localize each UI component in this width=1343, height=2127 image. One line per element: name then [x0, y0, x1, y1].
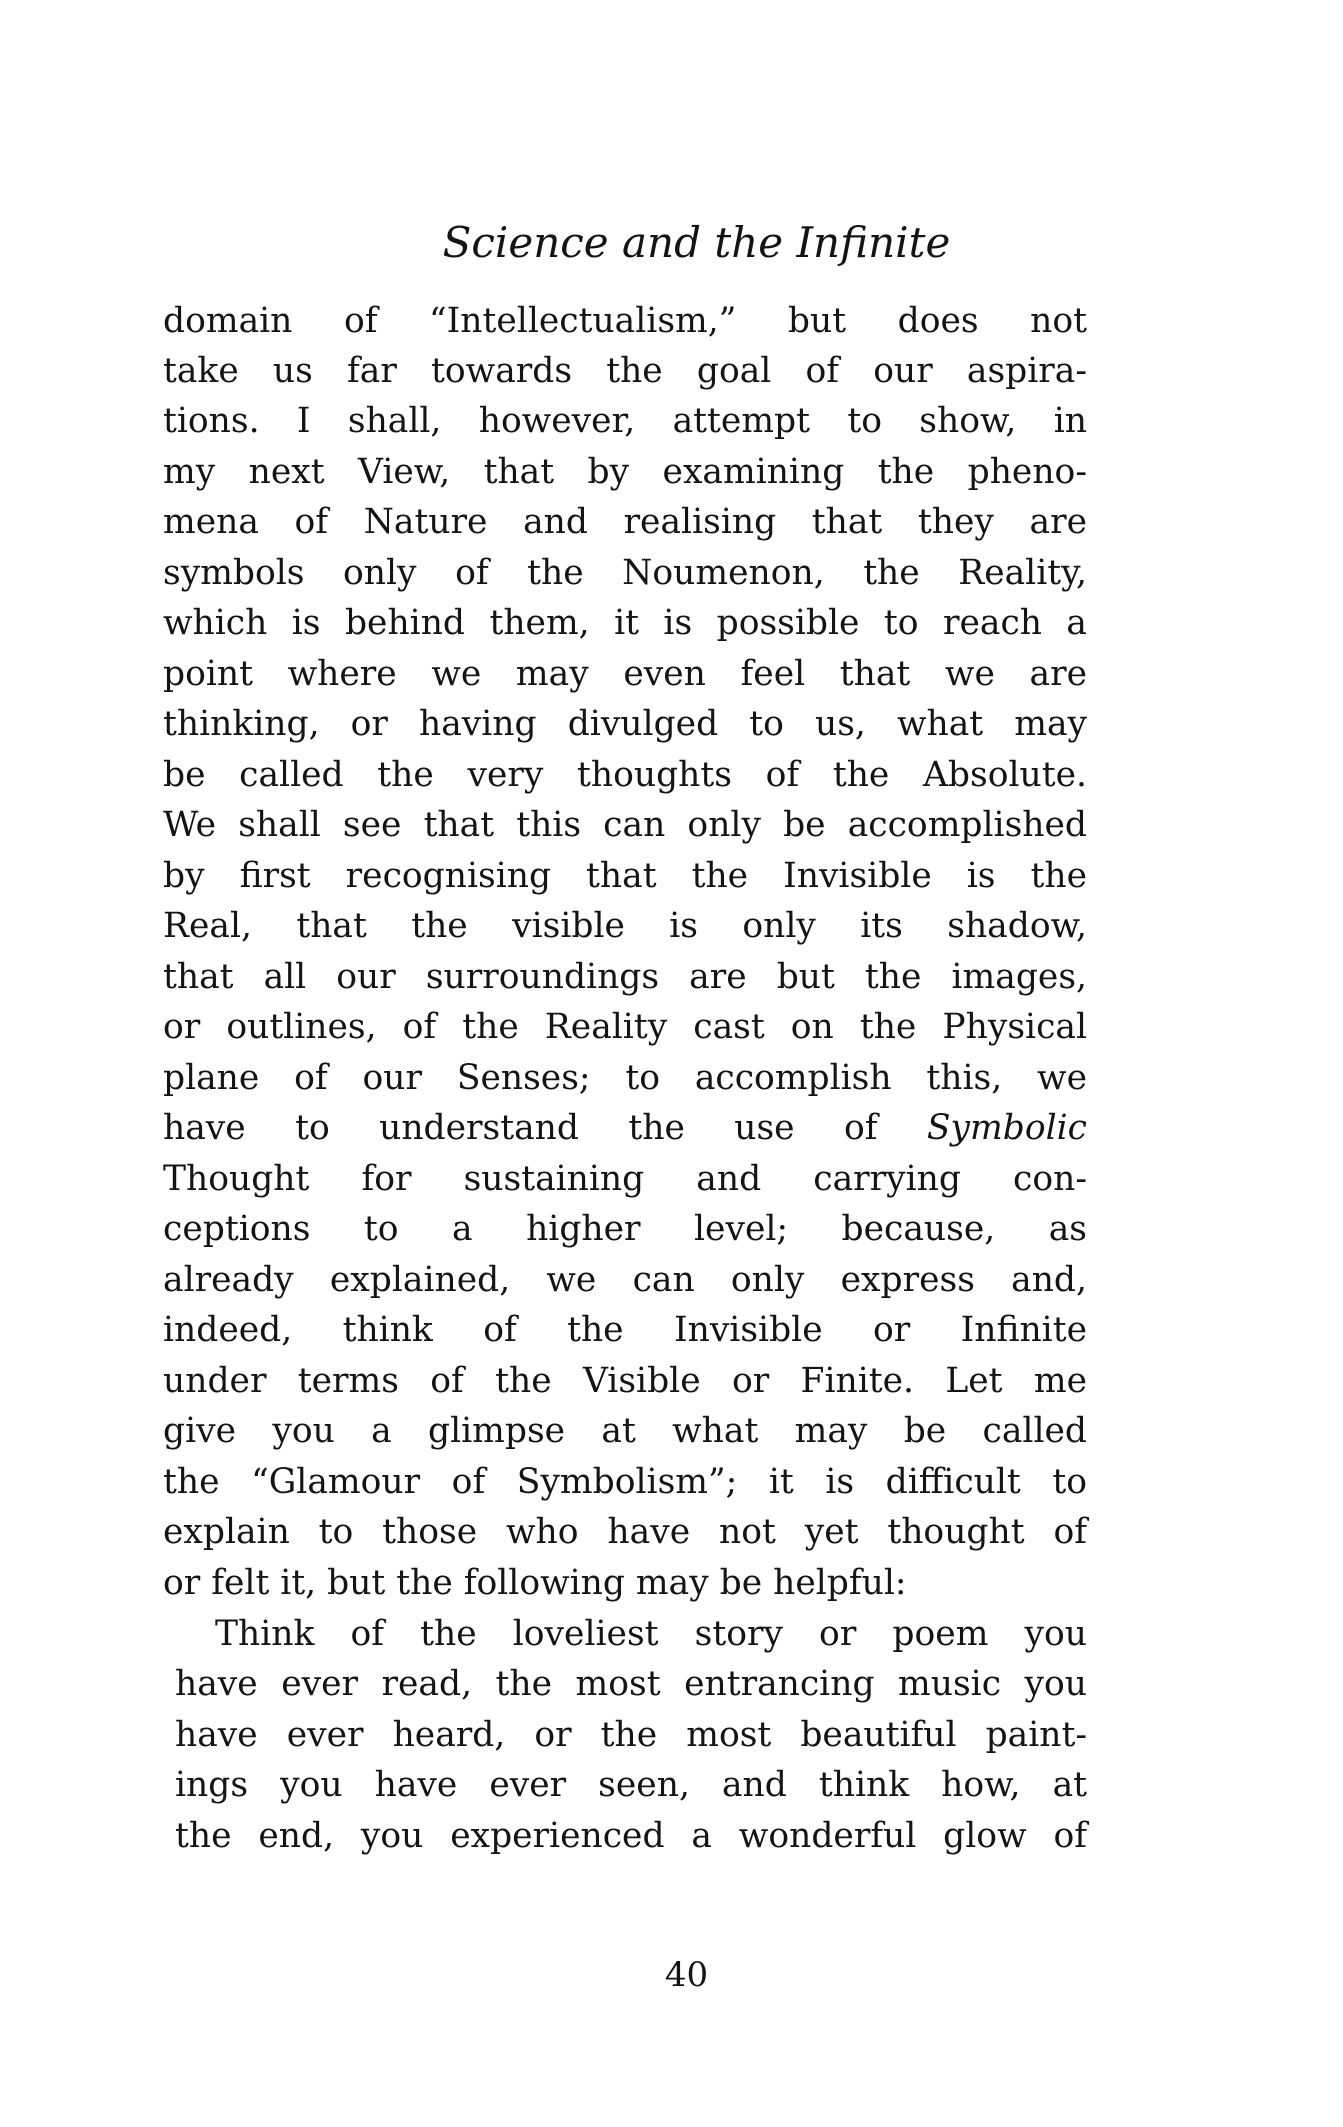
- text-line: which is behind them, it is possible to reach a: [163, 603, 1087, 643]
- text-line: domain of “Intellectualism,” but does not: [163, 301, 1087, 341]
- text-line: the “Glamour of Symbolism”; it is difficult to: [163, 1462, 1087, 1502]
- text-line: ceptions to a higher level; because, as: [163, 1209, 1087, 1249]
- text-line-part: have to understand the use of: [163, 1108, 878, 1148]
- text-line: tions. I shall, however, attempt to show, in: [163, 401, 1087, 441]
- text-line: or outlines, of the Reality cast on the Physical: [163, 1007, 1087, 1047]
- text-line: explain to those who have not yet thought of: [163, 1512, 1087, 1552]
- running-head: Science and the Infinite: [442, 218, 951, 267]
- text-line: have ever heard, or the most beautiful paint-: [175, 1715, 1087, 1755]
- text-line: my next View, that by examining the pheno-: [163, 452, 1087, 492]
- text-line: Thought for sustaining and carrying con-: [163, 1159, 1087, 1199]
- text-line: plane of our Senses; to accomplish this, we: [163, 1058, 1087, 1098]
- text-line: Think of the loveliest story or poem you: [215, 1614, 1087, 1654]
- text-line: under terms of the Visible or Finite. Let me: [163, 1361, 1087, 1401]
- text-line: have ever read, the most entrancing music you: [175, 1664, 1087, 1704]
- text-line: the end, you experienced a wonderful glow of: [175, 1816, 1087, 1856]
- text-line: be called the very thoughts of the Absolute.: [163, 755, 1087, 795]
- text-line: mena of Nature and realising that they are: [163, 502, 1087, 542]
- text-line: ings you have ever seen, and think how, at: [175, 1765, 1087, 1805]
- text-line: point where we may even feel that we are: [163, 654, 1087, 694]
- text-line: or felt it, but the following may be helpful:: [163, 1563, 907, 1603]
- page-number: 40: [664, 1955, 709, 1995]
- text-line: by first recognising that the Invisible is the: [163, 856, 1087, 896]
- text-line: take us far towards the goal of our aspira-: [163, 351, 1087, 391]
- text-line-with-italic: [163, 1103, 1087, 1153]
- text-line: symbols only of the Noumenon, the Reality,: [163, 553, 1087, 593]
- text-line: already explained, we can only express and,: [163, 1260, 1087, 1300]
- text-line: Real, that the visible is only its shadow,: [163, 906, 1087, 946]
- text-line: thinking, or having divulged to us, what may: [163, 704, 1087, 744]
- text-line: that all our surroundings are but the images,: [163, 957, 1087, 997]
- text-line: give you a glimpse at what may be called: [163, 1411, 1087, 1451]
- text-line: We shall see that this can only be accomplished: [163, 805, 1087, 845]
- italic-term: Symbolic: [926, 1108, 1087, 1148]
- text-line: indeed, think of the Invisible or Infinite: [163, 1310, 1087, 1350]
